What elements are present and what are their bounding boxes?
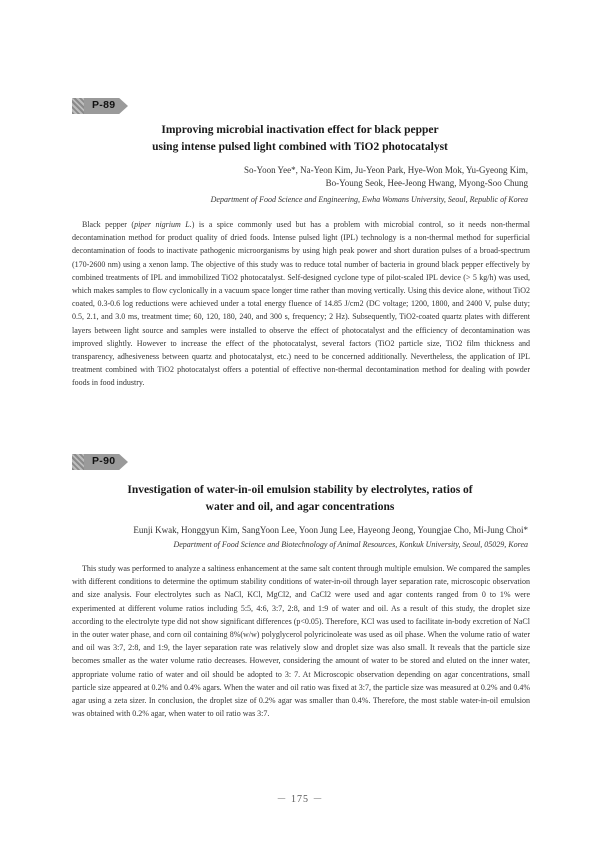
badge-p89 xyxy=(72,98,128,114)
title-line: Improving microbial inactivation effect for black pepper xyxy=(161,124,439,136)
affiliation: Department of Food Science and Biotechnology of Animal Resources, Konkuk University, Seoul, 05029, Korea xyxy=(173,540,528,549)
badge-label: P-90 xyxy=(92,455,116,467)
page-number: － 175 － xyxy=(276,794,324,805)
abstract-paragraph xyxy=(72,218,530,390)
badge-label: P-89 xyxy=(92,99,116,111)
title-line: Investigation of water-in-oil emulsion stability by electrolytes, ratios of xyxy=(127,484,473,496)
title-line: water and oil, and agar concentrations xyxy=(205,501,395,513)
author-line: Bo-Young Seok, Hee-Jeong Hwang, Myong-Soo Chung xyxy=(325,178,528,188)
abstract xyxy=(72,562,530,720)
abstract xyxy=(72,218,530,390)
author-line: Eunji Kwak, Honggyun Kim, SangYoon Lee, Yoon Jung Lee, Hayeong Jeong, Youngjae Cho, Mi-Jung Choi* xyxy=(133,525,528,535)
author-line: So-Yoon Yee*, Na-Yeon Kim, Ju-Yeon Park, Hye-Won Mok, Yu-Gyeong Kim, xyxy=(244,165,528,175)
author-list xyxy=(108,164,528,190)
author-list xyxy=(70,524,528,537)
badge-tab-decoration xyxy=(72,454,84,470)
title-line: using intense pulsed light combined with TiO2 photocatalyst xyxy=(152,141,448,153)
article-title xyxy=(80,482,520,516)
article-title xyxy=(80,122,520,156)
affiliation: Department of Food Science and Engineering, Ewha Womans University, Seoul, Republic of Korea xyxy=(210,195,528,204)
abstract-text: Black pepper ( xyxy=(82,220,135,229)
badge-p90 xyxy=(72,454,128,470)
abstract-paragraph: This study was performed to analyze a saltiness enhancement at the same salt content through multiple emulsion. We compared the samples with different conditions to determine the optimum stability conditions of water-in-oil through layer separation rate, microscopic observation and size analysis. Four electrolytes such as NaCl, KCl, MgCl2, and CaCl2 were used and agar contents ranged from 0 to 1% were experimented at different volume ratios including 5:5, 4:6, 3:7, 2:8, and 1:9 of water and oil. As a result of this study, the droplet size according to the electrolyte type did not show significant differences (p<0.05). Therefore, KCl was used to facilitate in-body excretion of NaCl in the outer water phase, and corn oil containing 8%(w/w) polyglycerol polyricinoleate was used as oil phase. When the volume ratio of water and oil was 3:7, 2:8, and 1:9, the layer separation rate was relatively slow and droplet size was also small. It reveals that the particle size becomes smaller as the water volume ratio decreases. However, considering the amount of water to be stored and eluted on the inner water, appropriate volume ratio of water and oil should be adopted to 3: 7. At Microscopic observation depending on agar concentrations, small particle size appeared at 0.2% and 0.4% agars. When the water and oil ratio was fixed at 3:7, the particle size was measured at 0.2% and 0.4% agar using a zeta sizer. In conclusion, the droplet size of 0.2% agar was smaller than 0.4%. Therefore, the most stable water-in-oil emulsion was obtained with 0.2% agar, when water to oil ratio was 3:7. xyxy=(72,564,530,719)
badge-tab-decoration xyxy=(72,98,84,114)
species-name: piper nigrium L. xyxy=(134,220,192,229)
abstract-text: ) is a spice commonly used but has a problem with microbial control, so it needs non-thermal decontamination method for product quality of dried foods. Intense pulsed light (IPL) technology is a non-thermal method for superficial decontamination of foods to inactivate pathogenic microorganisms by using high peak power and short duration pulses of a broad-spectrum (170-2600 nm) using a xenon lamp. The objective of this study was to reduce total number of bacteria in ground black pepper effectively by combined treatments of IPL and immobilized TiO2 photocatalyst. Self-designed cyclone type of pilot-scaled IPL device (> 5 kg/h) was used, which makes samples to flow cyclonically in a vacuum space longer time rather than moving vertically. Using this device alone, without TiO2 coated, 0.3-0.6 log reductions were achieved under a total energy fluence of 14.85 J/cm2 (DC voltage; 1200, 1800, and 2400 V, pulse duty; 0.5, 2.1, and 3.0 ms, treatment time; 60, 120, 180, 240, and 300 s, frequency; 2 Hz). Subsequently, TiO2-coated quartz plates with different layers between light source and samples were installed to observe the effect of photocatalyst and the efficiency of decontamination was improved slightly. However to increase the effect of the photocatalyst, several factors (TiO2 particle size, TiO2 film thickness and transparency, adhesiveness between quartz and photocatalyst, etc.) need to be concerned additionally. Nevertheless, the application of IPL treatment combined with TiO2 photocatalyst offers a potential of effective non-thermal decontamination method for dealing with powder foods in food industry. xyxy=(72,220,530,388)
